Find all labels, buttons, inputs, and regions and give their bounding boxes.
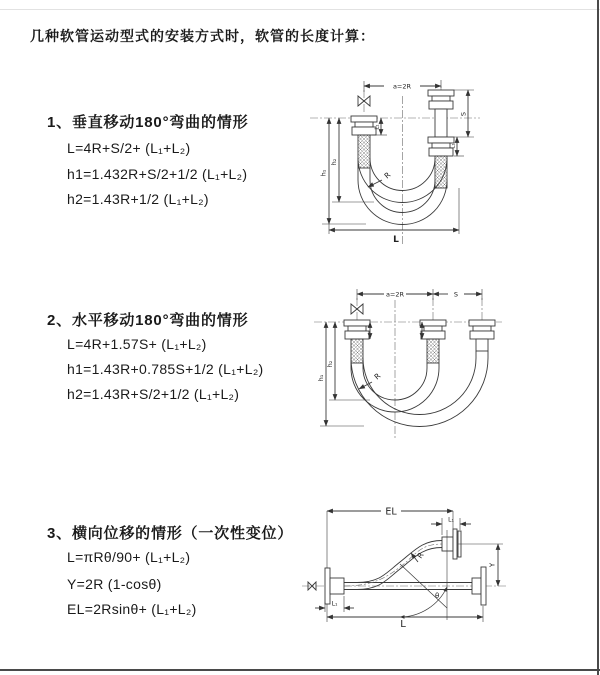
section1-formula-h1: h1=1.432R+S/2+1/2 (L₁+L₂): [67, 166, 248, 182]
scan-edge-top: [0, 9, 600, 10]
l1-left-label: L₁: [374, 124, 381, 130]
l1-bottom-label: L₁: [331, 600, 338, 608]
braided-hose-left: [351, 339, 363, 363]
length-label: L: [393, 235, 399, 245]
l1-top-label: L₁: [448, 516, 454, 524]
right-fitting-upper: [428, 90, 454, 109]
h2-label: h₂: [326, 360, 334, 368]
section3-formula-Y: Y=2R (1-cosθ): [67, 576, 162, 592]
section2-heading: 2、水平移动180°弯曲的情形: [47, 312, 249, 329]
length-label: L: [400, 619, 406, 630]
h1-label: h₁: [319, 169, 328, 177]
section1-formula-h2: h2=1.43R+1/2 (L₁+L₂): [67, 191, 209, 207]
diagram-vertical-180-bend: [308, 76, 493, 251]
right-pipe: [435, 109, 447, 137]
right-pipe: [476, 339, 488, 351]
diagram-lateral-displacement: [302, 502, 510, 642]
theta-label: θ: [435, 592, 440, 600]
section3-heading: 3、横向位移的情形（一次性变位）: [47, 525, 294, 542]
page-title: 几种软管运动型式的安装方式时，软管的长度计算：: [30, 28, 375, 44]
section2-formula-h1: h1=1.43R+0.785S+1/2 (L₁+L₂): [67, 361, 264, 377]
section3-formula-EL: EL=2Rsinθ+ (L₁+L₂): [67, 601, 197, 617]
scan-edge-bottom: [0, 669, 600, 671]
section2-formula-h2: h2=1.43R+S/2+1/2 (L₁+L₂): [67, 386, 240, 402]
section3-formula-L: L=πRθ/90+ (L₁+L₂): [67, 549, 191, 565]
angle-arc: [400, 587, 447, 617]
radius-label: R: [382, 170, 393, 181]
left-flange: [325, 568, 344, 604]
diagram3-labels: [332, 507, 497, 631]
section1-formula-L: L=4R+S/2+ (L₁+L₂): [67, 140, 191, 156]
el-label: EL: [385, 506, 397, 518]
middle-fitting: [420, 320, 446, 339]
left-fitting: [351, 116, 377, 135]
span-label: a=2R: [385, 290, 405, 299]
braided-hose-left: [358, 135, 370, 168]
right-flange: [472, 567, 486, 605]
braided-hose-middle: [427, 339, 439, 363]
hose-bend-curves: [351, 351, 488, 427]
section1-heading: 1、垂直移动180°弯曲的情形: [47, 114, 249, 131]
scan-edge-right: [597, 0, 599, 675]
section2-formula-L: L=4R+1.57S+ (L₁+L₂): [67, 336, 207, 352]
span-label: a=2R: [392, 82, 412, 91]
diagram-horizontal-180-bend: [312, 286, 507, 448]
l1-right-label: L₁: [450, 143, 457, 149]
s-label: S: [453, 290, 459, 299]
h1-label: h₁: [317, 374, 325, 382]
radius-label: R: [415, 550, 426, 561]
left-fitting: [344, 320, 370, 339]
radius-label: R: [372, 371, 383, 382]
s-label: S: [459, 111, 468, 117]
y-label: Y: [488, 562, 497, 568]
right-fitting: [469, 320, 495, 339]
h2-label: h₂: [330, 158, 338, 166]
centerlines: [314, 298, 502, 438]
